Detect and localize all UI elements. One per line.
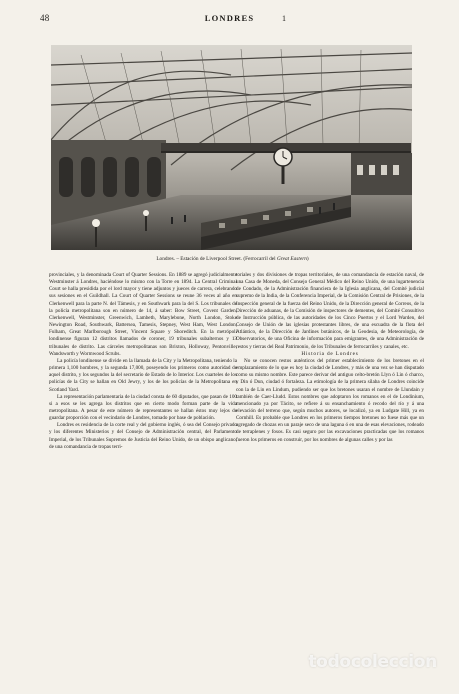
running-title: LONDRES xyxy=(204,13,255,23)
left-paragraph-4: Londres es residencia de la corte real y del gobierno inglés, ó sea del Consejo privado y los diferentes Ministerios y del Consejo de Administración central, del Parlamento Imperial, de los Tribunales Supremos de Justicia del Reino Unido, de un obispo anglicano, de una comandancia de tropas terri- xyxy=(49,422,237,450)
left-paragraph-3: La representación parlamentaria de la ciudad consta de 60 diputados, que pasan de 100 si a esos se les agrega los distritos que en cierto modo forman parte de la vida metropolitana. A pesar de este número de representantes se hallan éstos muy lejos de guardar proporción con el vecindario de Londres, tomado por base de población. xyxy=(49,393,237,422)
caption-italic: Great Eastern xyxy=(276,256,307,262)
left-column xyxy=(49,272,237,451)
watermark-logo: todocoleccion xyxy=(308,652,437,672)
station-photograph xyxy=(51,45,412,250)
left-paragraph-2: La policía londinense se divide en la llamada de la City y la Metropolitana, teniendo la primera 1,100 hombres, y la segunda 17,000, poseyendo los primeros como autoridad de aquel distrito, y los segundos la del secretario de Estado de lo Interior. Los cuarteles de los policías de la City se hallan en Old Jewry, y los de los policías de la Metropolitana en Scotland Yard. xyxy=(49,357,237,393)
section-title: Historia de Londres xyxy=(301,350,359,357)
caption-text: Londres. – Estación de Liverpool Street. (Ferrocarril del xyxy=(156,256,277,262)
station-illustration xyxy=(51,45,412,250)
right-paragraph-2: No se conocen restos auténticos del primer establecimiento de los bretones en el emplazamiento de lo que es hoy la ciudad de Londres, y más de una vez se han disputado como su mismo nombre. Este parece derivar del antiguo celto-bretón Llyn ó Lin ó charco, y Din ó Dun, ciudad ó fortaleza. La etimología de la primera sílaba de Londres coincide con la de Lin en Lindum, pudiendo ser que los bretones usaran el nombre de Llundain y también de Caer-Lludd. Estos nombres que adoptaron los romanos en el de Londinium, mencionado ya por Tácito, se refiere á su ensanchamiento ó recodo del río y á una elevación del terreno que, según muchos autores, se localizó, ya en Ludgate Hill, ya en Cornhill. Es probable que Londres en los primeros tiempos bretones no fuese más que un agregado de chozas en un paraje seco de una laguna ó en una de esas elevaciones, rodeado de terraplenes y fosos. Es casi seguro por las excavaciones practicadas que los romanos fueron los primeros en construir, por los nombres de algunas calles y por las xyxy=(236,357,424,443)
left-paragraph-1: provinciales, y la denominada Court of Quarter Sessions. En 1889 se agregó judicialmente Westminster á Londres, haciéndose lo mismo con la Torre en 1894. La Central Criminal Court se halla presidida por el lord mayor y tiene adjuntos y jueces de carrera, celebrando sus sesiones en el Guildhall. La Court of Quarter Sessions se reune 36 veces al año en Clerkenwell para la parte N. del Támesis, y en Southwark para la del S. Los tribunales de la policía metropolitana son en número de 14, á saber: Bow Street, Covent Garden, Clerkenwell, Westminster, Greenwich, Lambeth, Marylebone, North London, Stoke Newington Road, Southwark, Battersea, Tamesis, Stepney, West Ham, West London, Fulham, Great Marlborough Street, Vincent Square y Shoreditch. En la metrópoli londinense figuran 12 distritos llamados de coroner, 19 tribunales subalternos y 13 tribunales de distrito. Las cárceles metropolitanas son Brixton, Holloway, Pentonville, Wandsworth y Wormwood Scrubs. xyxy=(49,272,237,357)
right-column xyxy=(236,272,424,444)
page-number: 48 xyxy=(40,13,50,23)
caption-end: ) xyxy=(306,256,309,262)
right-paragraph-1: toriales y dos divisiones de tropas territoriales, de una comandancia de estación naval, de una Casa de Moneda, del Consejo General Médico del Reino Unido, de una lugartenencia de Condado, de la Administración financiera de la Iglesia anglicana, del Comité judicial supremo de la India, de la Conferencia Imperial, de la Comisión Central de Prisiones, de la Inspección general de la fuerza del Reino Unido, de la Dirección general de Correos, de la Dirección de aduanas, de la Comisión de inspectores de dementes, del Comité Consultivo de Instrucción pública, de las autoridades de los Cinco Puertos y el Lord Warden, del Consejo de Unión de las iglesias protestantes libres, de una escuadra de la flota del Atlántico, de la Dirección de Jardines botánicos, de la Geodesia, de Meteorología, de Observatorios, de una Oficina de información para emigrantes, de una Administración de restos y tierras del Real Patrimonio, de los Tribunales de ferrocarriles y canales, etc. xyxy=(236,272,424,350)
running-head-mark: 1 xyxy=(282,14,286,23)
figure-caption xyxy=(40,256,425,263)
